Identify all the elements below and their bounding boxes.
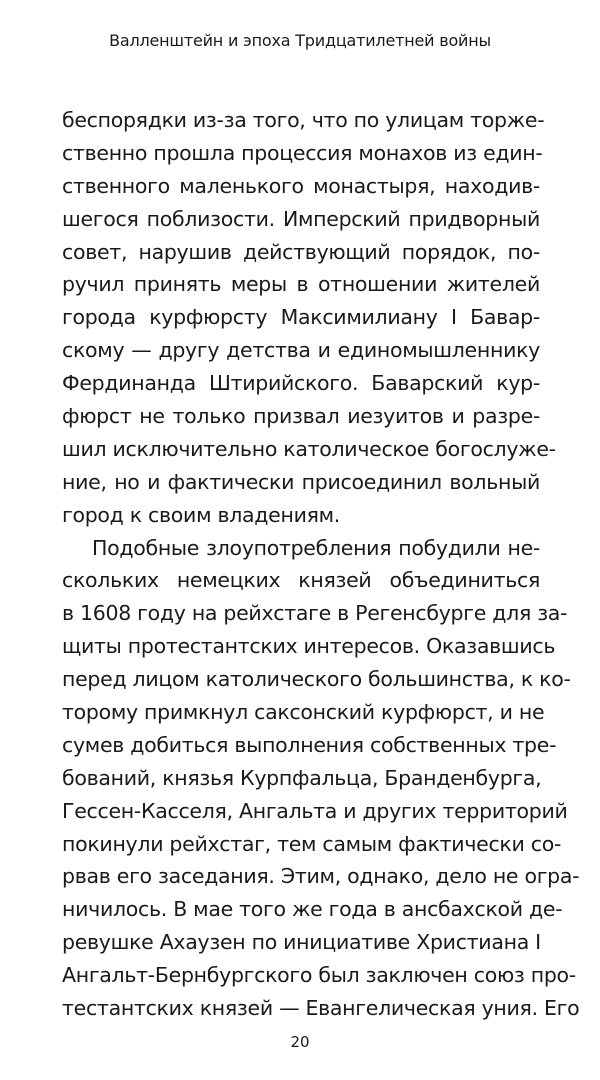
text-line: бований, князья Курпфальца, Бранденбурга, — [62, 765, 542, 790]
text-line: рвав его заседания. Этим, однако, дело не огра- — [62, 864, 580, 889]
text-line: ственного маленького монастыря, находив- — [62, 173, 540, 198]
text-line: Гессен-Касселя, Ангальта и других территорий — [62, 798, 568, 823]
text-line: ние, но и фактически присоединил вольный — [62, 469, 540, 494]
text-line: Подобные злоупотребления побудили не- — [92, 535, 540, 560]
text-line: беспорядки из-за того, что по улицам торже- — [62, 108, 545, 132]
text-line: скому — другу детства и единомышленнику — [62, 338, 540, 363]
text-line: шил исключительно католическое богослуже- — [62, 436, 556, 461]
text-line: ственно прошла процессия монахов из един- — [62, 140, 543, 165]
text-line: ничилось. В мае того же года в ансбахской де- — [62, 897, 563, 922]
text-line: скольких немецких князей объединиться — [62, 568, 540, 593]
text-line: совет, нарушив действующий порядок, по- — [62, 239, 540, 264]
paragraph-2 — [62, 532, 580, 1025]
page-number: 20 — [290, 1033, 310, 1051]
text-line: перед лицом католического большинства, к ко- — [62, 667, 571, 692]
text-line: ревушке Ахаузен по инициативе Христиана I — [62, 930, 541, 955]
text-line: фюрст не только призвал иезуитов и разре- — [62, 404, 540, 429]
text-line: Ангальт-Бернбургского был заключен союз про- — [62, 963, 576, 988]
paragraph-1 — [62, 104, 556, 532]
text-line: ручил принять меры в отношении жителей — [62, 272, 540, 297]
text-line: торому примкнул саксонский курфюрст, и не — [62, 700, 545, 725]
text-line: шегося поблизости. Имперский придворный — [62, 206, 540, 231]
text-line: покинули рейхстаг, тем самым фактически со- — [62, 831, 562, 856]
text-line: Фердинанда Штирийского. Баварский кур- — [62, 371, 540, 396]
text-line: щиты протестантских интересов. Оказавшись — [62, 634, 556, 659]
page-body — [62, 104, 580, 1025]
text-line: город к своим владениям. — [62, 502, 341, 527]
running-header: Валленштейн и эпоха Тридцатилетней войны — [109, 31, 491, 50]
text-line: сумев добиться выполнения собственных тре- — [62, 732, 557, 757]
text-line: в 1608 году на рейхстаге в Регенсбурге для за- — [62, 601, 568, 626]
text-line: тестантских князей — Евангелическая уния. Его — [62, 996, 580, 1021]
text-line: города курфюрсту Максимилиану I Бавар- — [62, 305, 540, 330]
